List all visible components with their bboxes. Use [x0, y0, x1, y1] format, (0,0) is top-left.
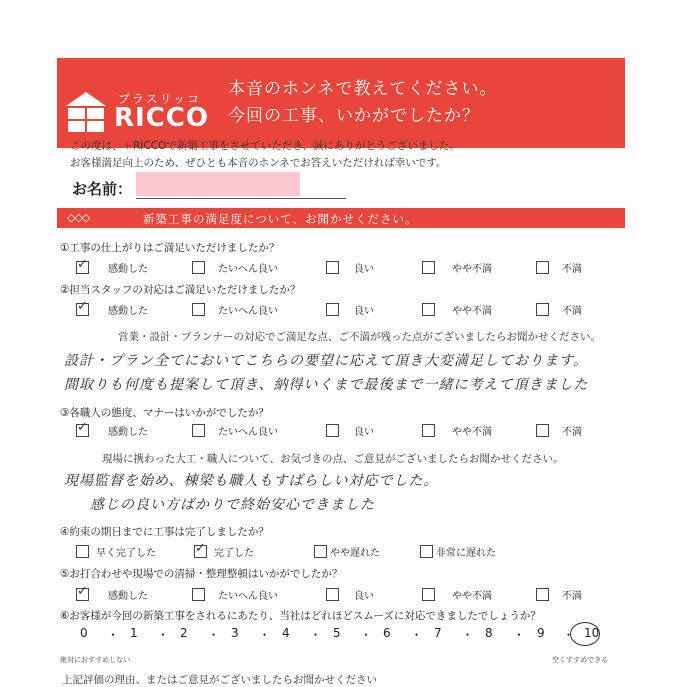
q6-scale-separator: ・	[107, 628, 120, 642]
q6-scale-0[interactable]: 0	[80, 626, 88, 640]
q6-scale-separator: ・	[461, 628, 474, 642]
q3-checkbox-3[interactable]	[422, 424, 435, 437]
name-label: お名前：	[72, 180, 133, 198]
q1-checkbox-4[interactable]	[536, 261, 549, 274]
q5-checkbox-4[interactable]	[536, 588, 549, 601]
q3-checkbox-4[interactable]	[536, 424, 549, 437]
q1-options	[72, 259, 632, 275]
section-title: 新築工事の満足度について、お聞かせください。	[143, 212, 418, 226]
q1-checkbox-1[interactable]	[192, 261, 205, 274]
q2-checkbox-1[interactable]	[192, 303, 205, 316]
q1-checkbox-0[interactable]	[76, 261, 89, 274]
q3-text: ③各職人の態度、マナーはいかがでしたか？	[60, 407, 269, 419]
logo-text: RICCO	[114, 103, 209, 133]
q6-low-label: 絶対におすすめしない	[60, 656, 131, 664]
q2-answer-1: 設計・プラン全てにおいてこちらの要望に応えて頂き大変満足しております。	[64, 353, 588, 369]
q4-checkbox-0[interactable]	[76, 545, 89, 558]
q5-checkbox-0[interactable]	[76, 588, 89, 601]
q4-label-0: 早く完了した	[96, 548, 156, 559]
q6-scale-separator: ・	[562, 628, 575, 642]
q4-checkbox-1[interactable]	[194, 545, 207, 558]
q4-options	[72, 543, 632, 559]
q6-scale-1[interactable]: 1	[130, 626, 138, 640]
q5-text: ⑤お打合わせや現場での清掃・整理整頓はいかがでしたか？	[60, 568, 343, 580]
q6-scale-separator: ・	[309, 628, 322, 642]
q5-label-1: たいへん良い	[218, 591, 278, 602]
q2-label-3: やや不満	[452, 306, 492, 317]
q3-checkbox-1[interactable]	[192, 424, 205, 437]
q1-checkbox-3[interactable]	[422, 261, 435, 274]
q5-checkbox-1[interactable]	[192, 588, 205, 601]
q3-answer-1: 現場監督を始め、棟梁も職人もすばらしい対応でした。	[64, 473, 439, 489]
q3-options	[72, 422, 632, 438]
q5-options	[72, 586, 632, 602]
footer-cutoff-text: 上記評価の理由、またはご意見がございましたらお聞かせください	[62, 674, 377, 686]
q6-scale-separator: ・	[360, 628, 373, 642]
q4-label-1: 完了した	[214, 548, 254, 559]
q6-selected-circle	[570, 622, 600, 646]
q4-checkbox-3[interactable]	[420, 545, 433, 558]
q2-text: ②担当スタッフの対応はご満足いただけましたか？	[60, 284, 301, 296]
q2-prompt: 営業・設計・プランナーの対応でご満足な点、ご不満が残った点がございましたらお聞かせください。	[118, 331, 601, 343]
q6-scale-separator: ・	[513, 628, 526, 642]
q2-label-2: 良い	[354, 306, 374, 317]
q4-text: ④約束の期日までに工事は完了しましたか？	[60, 526, 269, 538]
q3-label-2: 良い	[354, 427, 374, 438]
q1-label-2: 良い	[354, 264, 374, 275]
q5-label-3: やや不満	[452, 591, 492, 602]
q6-scale-separator: ・	[207, 628, 220, 642]
q1-checkbox-2[interactable]	[326, 261, 339, 274]
q6-scale-2[interactable]: 2	[180, 626, 188, 640]
q6-scale-8[interactable]: 8	[485, 626, 493, 640]
q3-checkbox-0[interactable]	[76, 424, 89, 437]
q6-scale-5[interactable]: 5	[333, 626, 341, 640]
q6-scale-separator: ・	[258, 628, 271, 642]
q5-label-4: 不満	[562, 591, 582, 602]
headline-1: 本音のホンネで教えてください。	[228, 79, 498, 99]
q6-scale-4[interactable]: 4	[282, 626, 290, 640]
q3-label-1: たいへん良い	[218, 427, 278, 438]
q3-prompt: 現場に携わった大工・職人について、お気づきの点、ご意見がございましたらお聞かせください。	[102, 453, 564, 465]
q2-label-0: 感動した	[108, 306, 148, 317]
q4-label-2: やや遅れた	[330, 548, 380, 559]
q3-label-3: やや不満	[452, 427, 492, 438]
ricco-logo-icon	[66, 92, 110, 136]
q2-checkbox-2[interactable]	[326, 303, 339, 316]
q6-scale-separator: ・	[157, 628, 170, 642]
headline-2: 今回の工事、いかがでしたか？	[228, 106, 480, 126]
intro-line-2: お客様満足向上のため、ぜひとも本音のホンネでお答えいただければ幸いです。	[70, 157, 447, 169]
q4-checkbox-2[interactable]	[314, 545, 327, 558]
q6-scale-10[interactable]: 10	[584, 626, 600, 640]
q2-answer-2: 間取りも何度も提案して頂き、納得いくまで最後まで一緒に考えて頂きました	[64, 377, 589, 393]
q1-label-3: やや不満	[452, 264, 492, 275]
q3-label-0: 感動した	[108, 427, 148, 438]
q6-high-label: 空くすすめできる	[552, 656, 609, 664]
intro-line-1: この度は、＋RICCOで新築工事をさせていただき、誠にありがとうございました。	[70, 140, 460, 152]
q2-checkbox-3[interactable]	[422, 303, 435, 316]
q2-options	[72, 301, 632, 317]
name-underline	[136, 198, 346, 199]
q1-label-1: たいへん良い	[218, 264, 278, 275]
q1-text: ①工事の仕上がりはご満足いただけましたか？	[60, 242, 280, 254]
section-diamonds: ◇◇◇	[67, 211, 90, 224]
q3-label-4: 不満	[562, 427, 582, 438]
name-field-redacted[interactable]	[136, 172, 300, 196]
q1-label-4: 不満	[562, 264, 582, 275]
q5-checkbox-3[interactable]	[422, 588, 435, 601]
q6-scale-6[interactable]: 6	[383, 626, 391, 640]
section-bar	[57, 208, 625, 228]
logo-kana: プラスリッコ	[118, 92, 202, 106]
q5-label-2: 良い	[354, 591, 374, 602]
q6-scale-7[interactable]: 7	[434, 626, 442, 640]
q3-checkbox-2[interactable]	[326, 424, 339, 437]
q3-answer-2: 感じの良い方ばかりで終始安心できました	[90, 497, 375, 513]
q1-label-0: 感動した	[108, 264, 148, 275]
q5-checkbox-2[interactable]	[326, 588, 339, 601]
q6-scale-separator: ・	[410, 628, 423, 642]
q4-label-3: 非常に遅れた	[436, 548, 496, 559]
q6-text: ⑥お客様が今回の新築工事をされるにあたり、当社はどれほどスムーズに対応できましたでしょうか？	[60, 610, 541, 622]
q2-label-1: たいへん良い	[218, 306, 278, 317]
q6-scale-3[interactable]: 3	[231, 626, 239, 640]
q2-checkbox-0[interactable]	[76, 303, 89, 316]
q5-label-0: 感動した	[108, 591, 148, 602]
q6-scale-9[interactable]: 9	[537, 626, 545, 640]
q2-checkbox-4[interactable]	[536, 303, 549, 316]
q2-label-4: 不満	[562, 306, 582, 317]
